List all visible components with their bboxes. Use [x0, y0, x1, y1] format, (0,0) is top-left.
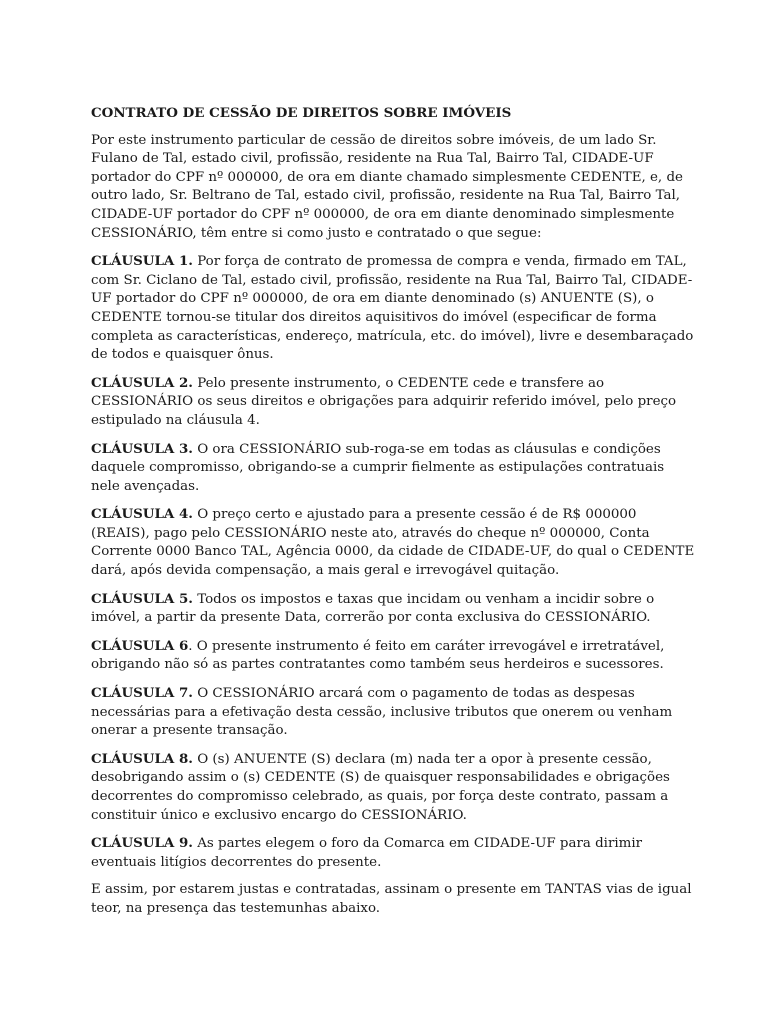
clause-9-label: CLÁUSULA 9.: [91, 835, 193, 852]
clause-3-text: O ora CESSIONÁRIO sub-roga-se em todas as cláusulas e condições daquele compromisso, obrigando-se a cumprir fielmente as estipulações contratuais nele avençadas.: [91, 441, 665, 494]
clause-7: [91, 684, 696, 741]
clause-1-text: Por força de contrato de promessa de compra e venda, firmado em TAL, com Sr. Ciclano de Tal, estado civil, profissão, residente na Rua Tal, Bairro Tal, CIDADE-UF portador do CPF nº 000000, de ora em diante denominado (s) ANUENTE (S), o CEDENTE tornou-se titular dos direitos aquisitivos do imóvel (especificar de forma completa as características, endereço, matrícula, etc. do imóvel), livre e desembaraçado de todos e quaisquer ônus.: [91, 254, 694, 363]
clause-6: [91, 637, 696, 675]
clause-5-label: CLÁUSULA 5.: [91, 590, 193, 607]
clause-6-text: . O presente instrumento é feito em caráter irrevogável e irretratável, obrigando não só as partes contratantes como também seus herdeiros e sucessores.: [91, 638, 665, 673]
clause-6-label: CLÁUSULA 6: [91, 637, 189, 654]
clause-3-label: CLÁUSULA 3.: [91, 440, 193, 457]
closing-paragraph: E assim, por estarem justas e contratadas, assinam o presente em TANTAS vias de igual teor, na presença das testemunhas abaixo.: [91, 882, 692, 916]
clause-9: [91, 834, 696, 872]
clause-1: [91, 252, 696, 365]
intro-paragraph: Por este instrumento particular de cessão de direitos sobre imóveis, de um lado Sr. Fulano de Tal, estado civil, profissão, residente na Rua Tal, Bairro Tal, CIDADE-UF portador do CPF nº 000000, de ora em diante chamado simplesmente CEDENTE, e, de outro lado, Sr. Beltrano de Tal, estado civil, profissão, residente na Rua Tal, Bairro Tal, CIDADE-UF portador do CPF nº 000000, de ora em diante denominado simplesmente CESSIONÁRIO, têm entre si como justo e contratado o que segue:: [91, 132, 683, 241]
clause-4-label: CLÁUSULA 4.: [91, 506, 193, 523]
clause-2-text: Pelo presente instrumento, o CEDENTE cede e transfere ao CESSIONÁRIO os seus direitos e obrigações para adquirir referido imóvel, pelo preço estipulado na cláusula 4.: [91, 375, 677, 428]
clause-2-label: CLÁUSULA 2.: [91, 374, 193, 391]
clause-8-text: O (s) ANUENTE (S) declara (m) nada ter a opor à presente cessão, desobrigando assim o (s) CEDENTE (S) de quaisquer responsabilidades e obrigações decorrentes do compromisso celebrado, as quais, por força deste contrato, passam a constituir único e exclusivo encargo do CESSIONÁRIO.: [91, 751, 670, 823]
clause-8-label: CLÁUSULA 8.: [91, 750, 193, 767]
clause-4-text: O preço certo e ajustado para a presente cessão é de R$ 000000 (REAIS), pago pelo CESSIONÁRIO neste ato, através do cheque nº 000000, Conta Corrente 0000 Banco TAL, Agência 0000, da cidade de CIDADE-UF, do qual o CEDENTE dará, após devida compensação, a mais geral e irrevogável quitação.: [91, 507, 695, 579]
clause-7-text: O CESSIONÁRIO arcará com o pagamento de todas as despesas necessárias para a efetivação desta cessão, inclusive tributos que onerem ou venham onerar a presente transação.: [91, 686, 673, 739]
clause-4: [91, 505, 696, 580]
document-title: CONTRATO DE CESSÃO DE DIREITOS SOBRE IMÓVEIS: [91, 105, 512, 121]
clause-5: [91, 590, 696, 628]
clause-9-text: As partes elegem o foro da Comarca em CIDADE-UF para dirimir eventuais litígios decorrentes do presente.: [91, 836, 643, 870]
clause-3: [91, 440, 696, 497]
clause-5-text: Todos os impostos e taxas que incidam ou venham a incidir sobre o imóvel, a partir da presente Data, correrão por conta exclusiva do CESSIONÁRIO.: [91, 591, 655, 626]
clause-1-label: CLÁUSULA 1.: [91, 253, 193, 270]
clause-2: [91, 374, 696, 431]
clause-7-label: CLÁUSULA 7.: [91, 685, 193, 702]
clause-8: [91, 750, 696, 825]
